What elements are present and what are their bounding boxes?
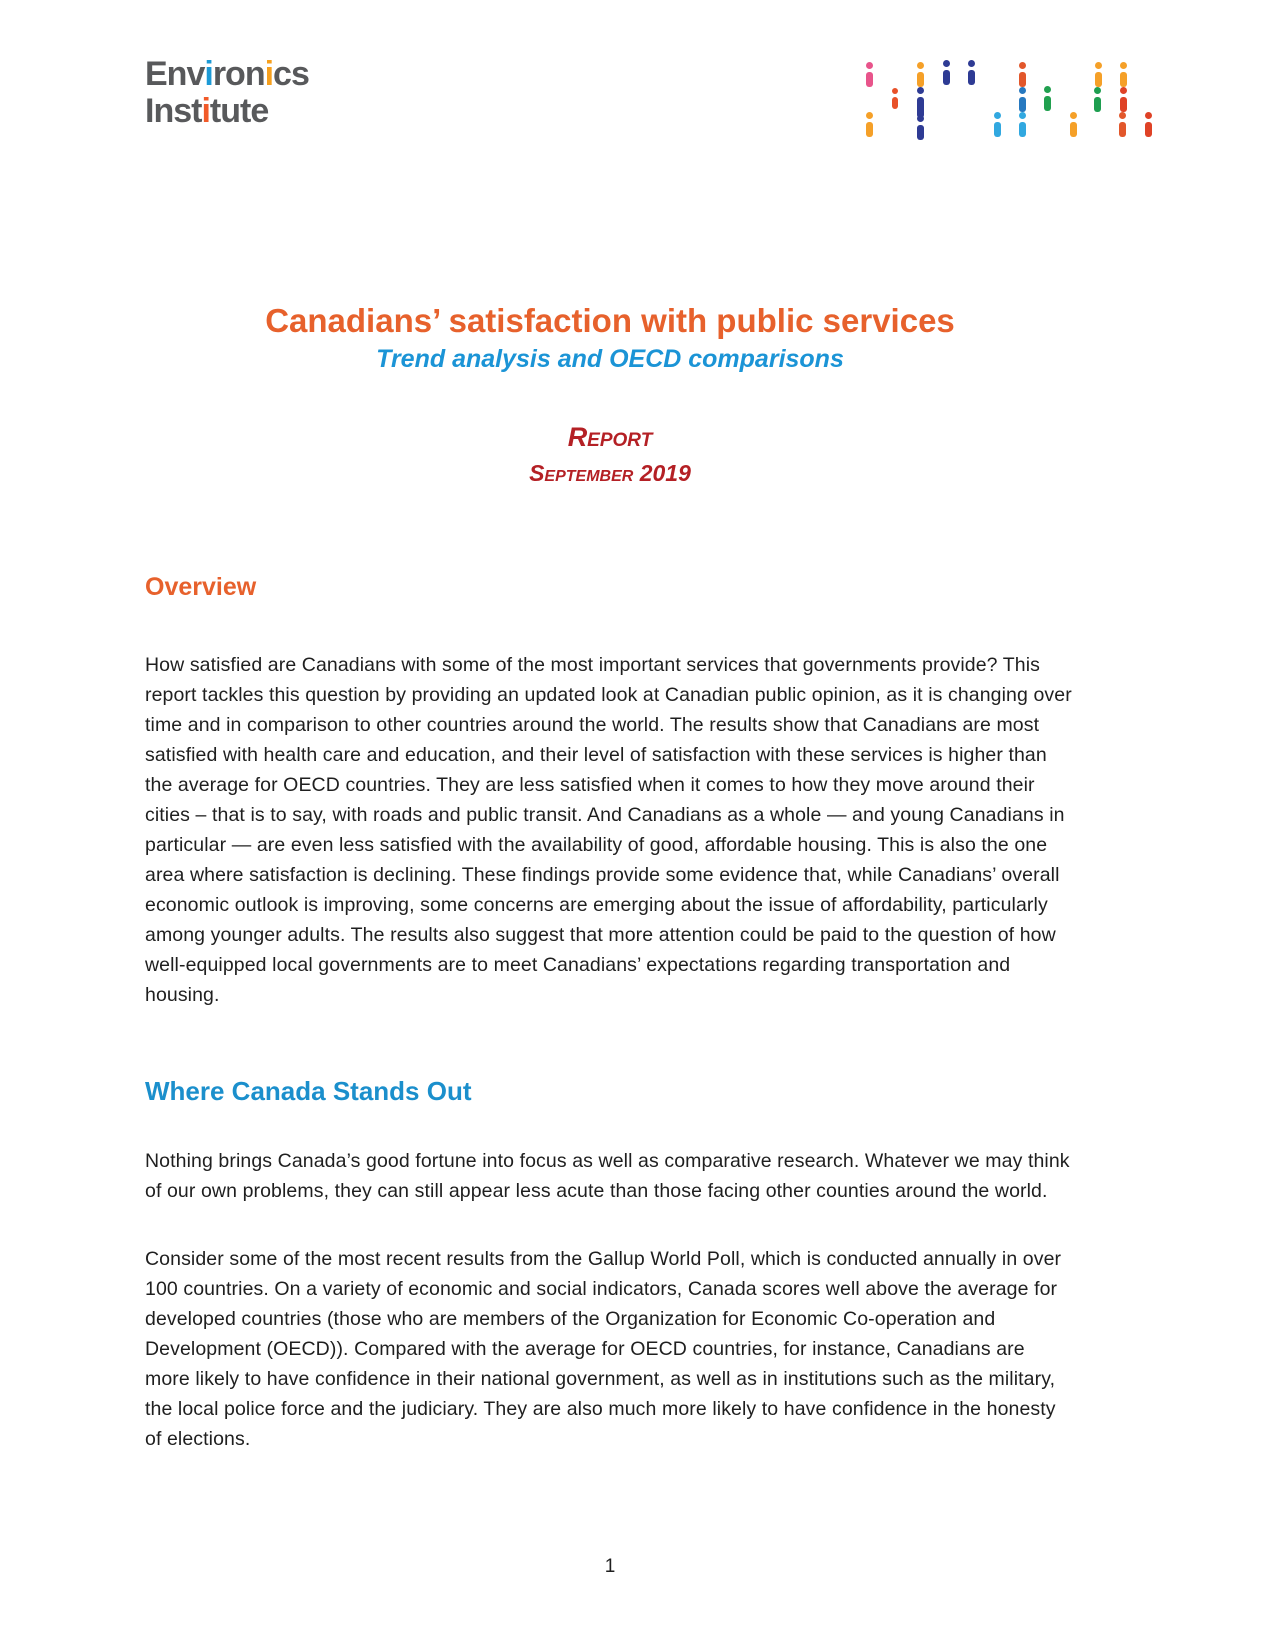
document-body — [145, 0, 1075, 1454]
i-mark — [1120, 87, 1127, 112]
overview-heading: Overview — [145, 573, 257, 601]
document-title: Canadians’ satisfaction with public services — [265, 302, 955, 339]
section-where-canada-stands-out — [145, 1076, 1075, 1454]
document-date: September 2019 — [529, 460, 691, 486]
logo-text-segment: i — [204, 55, 213, 93]
i-mark — [1120, 62, 1127, 87]
logo-text-segment: Inst — [145, 92, 202, 130]
i-mark — [1094, 87, 1101, 112]
logo-text-segment: cs — [273, 55, 309, 93]
logo-text-segment: ron — [212, 55, 265, 93]
logo-text-segment: i — [264, 55, 274, 93]
page-footer — [145, 1556, 1075, 1578]
where-canada-stands-out-heading: Where Canada Stands Out — [145, 1076, 472, 1106]
i-mark — [1145, 112, 1152, 137]
logo-text-segment: tute — [209, 92, 269, 130]
comparative-research-paragraph: Nothing brings Canada’s good fortune into focus as well as comparative research. Whatever we may think of our own problems, they can still appear less acute than those facing other counties around the world. — [145, 1150, 1070, 1202]
section-overview — [145, 572, 1075, 1010]
gallup-world-poll-paragraph: Consider some of the most recent results from the Gallup World Poll, which is conducted annually in over 100 countries. On a variety of economic and social indicators, Canada scores well above the average for developed countries (those who are members of the Organization for Economic Co-operation and Development (OECD)). Compared with the average for OECD countries, for instance, Canadians are more likely to have confidence in their national government, as well as in institutions such as the military, the local police force and the judiciary. They are also much more likely to have confidence in the honesty of elections. — [145, 1248, 1062, 1450]
overview-paragraph: How satisfied are Canadians with some of the most important services that governments provide? This report tackles this question by providing an updated look at Canadian public opinion, as it is changing over time and in comparison to other countries around the world. The results show that Canadians are most satisfied with health care and education, and their level of satisfaction with these services is higher than the average for OECD countries. They are less satisfied when it comes to how they move around their cities – that is to say, with roads and public transit. And Canadians as a whole — and young Canadians in particular — are even less satisfied with the availability of good, affordable housing. This is also the one area where satisfaction is declining. These findings provide some evidence that, while Canadians’ overall economic outlook is improving, some concerns are emerging about the issue of affordability, particularly among younger adults. The results also suggest that more attention could be paid to the question of how well-equipped local governments are to meet Canadians’ expectations regarding transportation and housing. — [145, 654, 1072, 1006]
document-subtitle: Trend analysis and OECD comparisons — [376, 345, 844, 373]
title-block — [145, 302, 1075, 488]
logo-text-segment: i — [201, 92, 210, 130]
i-mark — [1119, 112, 1126, 137]
page-number: 1 — [604, 1556, 616, 1577]
i-mark — [1095, 62, 1102, 87]
document-type-label: Report — [567, 422, 653, 452]
logo-text-segment: Env — [145, 55, 205, 93]
